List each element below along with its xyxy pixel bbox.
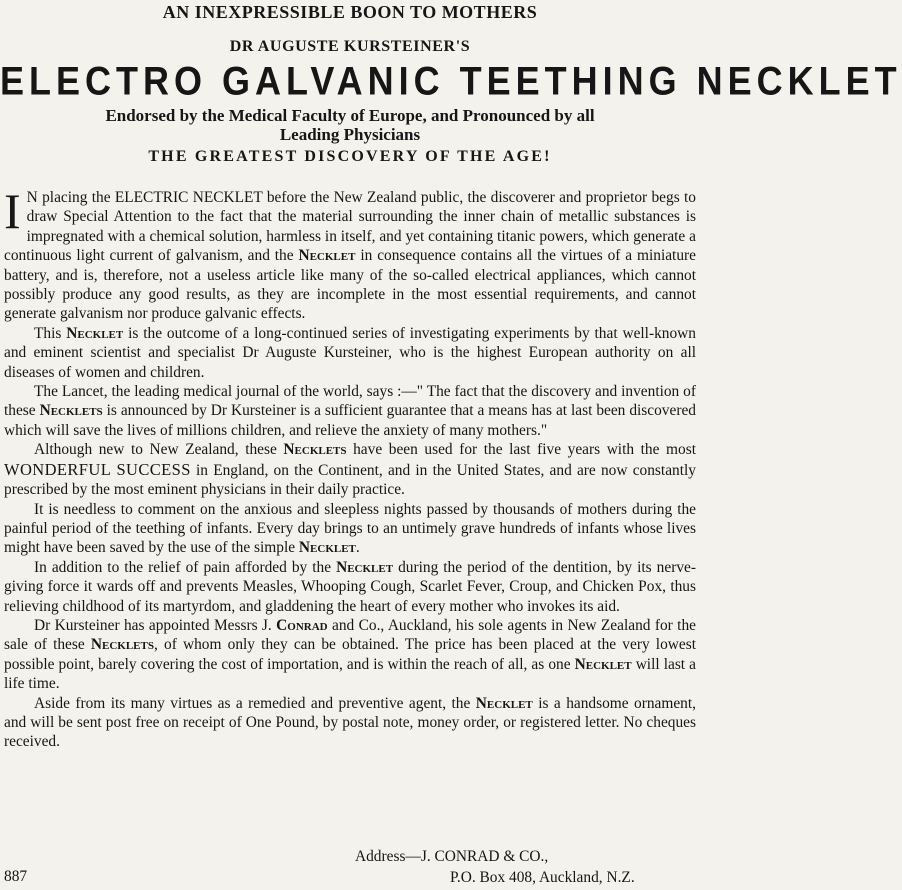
reference-number: 887 xyxy=(4,868,28,885)
headline-doctor: DR AUGUSTE KURSTEINER'S xyxy=(229,38,471,55)
text: Although new to New Zealand, these xyxy=(34,441,277,459)
paragraph-relief xyxy=(4,558,696,616)
text: will last a life time. xyxy=(4,655,696,693)
text: Aside from its many virtues as a remedied and preventive agent, the xyxy=(34,694,471,712)
necklets-term: Necklets xyxy=(90,636,154,654)
paragraph-intro xyxy=(4,183,696,324)
text: It is needless to comment on the anxious and sleepless nights passed by thousands of mothers during the painful period of the teething of infants. Every day brings to an untimely grave hundreds of infants whose lives might have been saved by the use of the simple xyxy=(4,500,696,557)
paragraph-mothers xyxy=(4,500,696,558)
product-title: ELECTRO GALVANIC TEETHING NECKLET xyxy=(0,58,902,104)
paragraph-ornament xyxy=(4,694,696,752)
text: in England, on the Continent, and in the United States, and are now constantly prescribed by the most eminent physicians in their daily practice. xyxy=(4,461,696,499)
wonderful-success: WONDERFUL SUCCESS xyxy=(4,459,191,479)
ad-body xyxy=(4,183,697,752)
necklets-term: Necklets xyxy=(283,441,347,459)
necklet-term: Necklet xyxy=(336,558,394,576)
text: is announced by Dr Kursteiner is a sufficient guarantee that a means has at last been discovered which will save the lives of millions children, and relieve the anxiety of many mothers." xyxy=(4,402,696,439)
text: during the period of the dentition, by its nerve-giving force it wards off and prevents Measles, Whooping Cough, Scarlet Fever, Croup, and Chicken Pox, thus relieving childhood of its martyrdom, and gladdening the heart of every mother who invokes its aid. xyxy=(4,558,696,615)
drop-cap: I xyxy=(4,183,21,239)
text: is the outcome of a long-continued series of investigating experiments by that well-known and eminent scientist and specialist Dr Auguste Kursteiner, who is the highest European authority on all diseases of women and children. xyxy=(4,324,696,381)
conrad-name: Conrad xyxy=(276,616,328,634)
necklet-term: Necklet xyxy=(298,247,356,265)
paragraph-agents xyxy=(4,616,696,694)
text: is a handsome ornament, and will be sent post free on receipt of One Pound, by postal note, money order, or registered letter. No cheques received. xyxy=(4,694,697,751)
text: . xyxy=(355,539,360,557)
text: have been used for the last five years with the most xyxy=(353,441,696,459)
address-line-2: P.O. Box 408, Auckland, N.Z. xyxy=(450,869,635,886)
necklets-term: Necklets xyxy=(39,402,103,420)
text: This xyxy=(34,324,62,342)
text: and Co., Auckland, his sole agents in New Zealand for the sale of these xyxy=(4,616,696,654)
text: in consequence contains all the virtues of a miniature battery, and is, therefore, not a useless article like many of the so-called electrical appliances, which cannot possibly produce any good results, as they are incomplete in the most essential requirements, and cannot generate galvanism nor produce galvanic effects. xyxy=(4,247,696,323)
necklet-term: Necklet xyxy=(66,324,124,342)
necklet-term: Necklet xyxy=(475,694,533,712)
necklet-term: Necklet xyxy=(298,539,356,557)
text: N placing the ELECTRIC NECKLET before the New Zealand public, the discoverer and proprietor begs to draw Special Attention to the fact that the material surrounding the inner chain of metallic substances is impregnated with a chemical solution, harmless in itself, and yet containing titanic powers, which generate a continuous light current of galvanism, and the xyxy=(4,189,696,265)
text: The Lancet, the leading medical journal of the world, says :—" The fact that the discovery and invention of these xyxy=(4,383,696,420)
text: In addition to the relief of pain afforded by the xyxy=(34,558,332,576)
discovery-tagline: THE GREATEST DISCOVERY OF THE AGE! xyxy=(148,148,552,165)
necklet-term: Necklet xyxy=(574,655,632,673)
paragraph-lancet xyxy=(4,382,696,440)
text: Dr Kursteiner has appointed Messrs J. xyxy=(34,616,272,634)
paragraph-origin xyxy=(4,324,696,382)
text: , of whom only they can be obtained. The price has been placed at the very lowest possible point, barely covering the cost of importation, and is within the reach of all, as one xyxy=(4,636,696,673)
paragraph-success xyxy=(4,440,696,499)
endorsement-line: Endorsed by the Medical Faculty of Europe, and Pronounced by all Leading Physicians xyxy=(105,106,595,144)
address-line-1: Address—J. CONRAD & CO., xyxy=(355,848,549,865)
headline-boon: AN INEXPRESSIBLE BOON TO MOTHERS xyxy=(162,2,538,22)
